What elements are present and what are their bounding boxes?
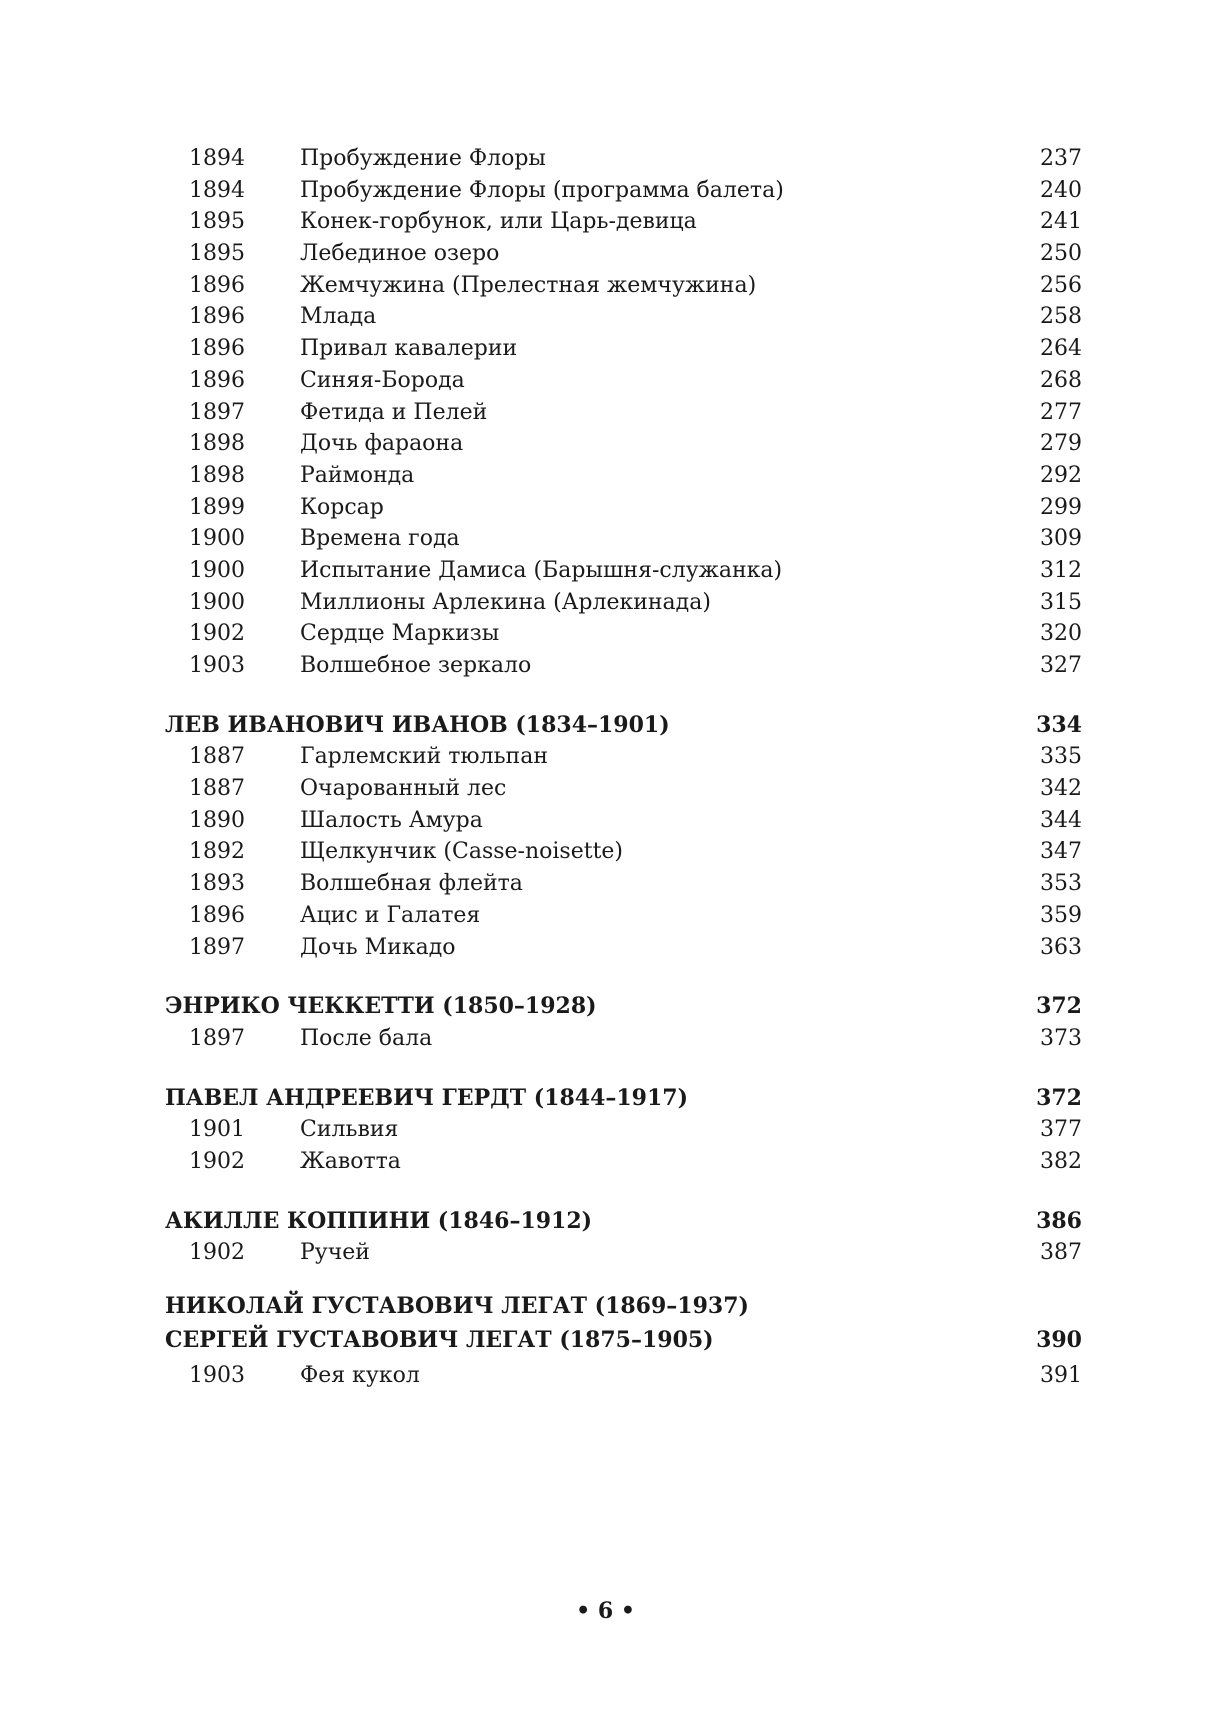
- entry-title: Жемчужина (Прелестная жемчужина): [300, 272, 757, 298]
- toc-entry: [165, 1146, 1082, 1178]
- toc-entry: [165, 428, 1082, 460]
- toc-entry: [165, 238, 1082, 270]
- toc-entry: [165, 932, 1082, 964]
- section-heading-page: 334: [1036, 711, 1082, 738]
- entry-page: 377: [1040, 1117, 1082, 1143]
- entry-title: Синяя-Борода: [300, 367, 465, 393]
- section-heading-name: СЕРГЕЙ ГУСТАВОВИЧ ЛЕГАТ (1875–1905): [165, 1327, 714, 1353]
- entry-year: 1902: [189, 621, 245, 647]
- entry-title: Времена года: [300, 526, 460, 552]
- entry-title: Волшебное зеркало: [300, 653, 532, 678]
- entry-year: 1900: [189, 589, 245, 615]
- entry-title: Дочь Микадо: [300, 934, 456, 960]
- entry-page: 382: [1040, 1148, 1082, 1174]
- toc-entry: [165, 1114, 1082, 1146]
- entry-year: 1901: [189, 1117, 245, 1143]
- entry-title: Лебединое озеро: [300, 241, 500, 267]
- entry-page: 277: [1040, 399, 1082, 425]
- toc-entry: [165, 206, 1082, 238]
- section-heading-page: 390: [1036, 1327, 1082, 1353]
- toc-section-cecchetti: [165, 991, 1082, 1054]
- table-of-contents: [165, 143, 1082, 1394]
- toc-entry: [165, 460, 1082, 492]
- toc-entry: [165, 836, 1082, 868]
- entry-year: 1887: [189, 776, 245, 802]
- entry-year: 1897: [189, 934, 245, 960]
- entry-title: Пробуждение Флоры: [300, 146, 546, 171]
- section-heading-name: ЭНРИКО ЧЕККЕТТИ (1850–1928): [165, 993, 597, 1020]
- section-heading: [165, 1323, 1082, 1357]
- entry-page: 240: [1040, 177, 1082, 203]
- toc-entry: [165, 650, 1082, 682]
- toc-entry: [165, 741, 1082, 773]
- entry-title: Щелкунчик (Casse-noisette): [300, 839, 624, 865]
- toc-entry: [165, 143, 1082, 175]
- entry-year: 1896: [189, 272, 245, 298]
- entry-page: 264: [1040, 336, 1082, 362]
- entry-year: 1894: [189, 146, 245, 171]
- entry-title: Сильвия: [300, 1117, 399, 1143]
- entry-year: 1900: [189, 557, 245, 583]
- entry-year: 1887: [189, 744, 245, 770]
- toc-entry: [165, 492, 1082, 524]
- entry-title: Корсар: [300, 494, 384, 520]
- toc-entry: [165, 175, 1082, 207]
- entry-page: 320: [1040, 621, 1082, 647]
- entry-title: Привал кавалерии: [300, 336, 518, 362]
- entry-year: 1899: [189, 494, 245, 520]
- section-heading-page: 386: [1036, 1207, 1082, 1234]
- toc-entry: [165, 618, 1082, 650]
- entry-page: 268: [1040, 367, 1082, 393]
- entry-year: 1897: [189, 1025, 245, 1051]
- entry-page: 237: [1040, 146, 1082, 171]
- toc-entry: [165, 555, 1082, 587]
- entry-title: Фея кукол: [300, 1363, 420, 1388]
- toc-entry: [165, 397, 1082, 429]
- toc-entry: [165, 587, 1082, 619]
- entry-page: 292: [1040, 462, 1082, 488]
- toc-entry: [165, 365, 1082, 397]
- entry-year: 1898: [189, 431, 245, 457]
- entry-year: 1896: [189, 367, 245, 393]
- section-heading: [165, 991, 1082, 1023]
- entry-page: 342: [1040, 776, 1082, 802]
- toc-entry: [165, 868, 1082, 900]
- entry-year: 1893: [189, 871, 245, 897]
- toc-entry: [165, 773, 1082, 805]
- entry-page: 347: [1040, 839, 1082, 865]
- toc-list-top: [165, 143, 1082, 682]
- entry-title: После бала: [300, 1025, 433, 1051]
- entry-page: 344: [1040, 807, 1082, 833]
- entry-title: Шалость Амура: [300, 807, 483, 833]
- entry-title: Миллионы Арлекина (Арлекинада): [300, 589, 711, 615]
- section-heading-name: ПАВЕЛ АНДРЕЕВИЧ ГЕРДТ (1844–1917): [165, 1084, 689, 1111]
- entry-page: 373: [1040, 1025, 1082, 1051]
- section-heading-page: 372: [1036, 1084, 1082, 1111]
- entry-title: Испытание Дамиса (Барышня-служанка): [300, 557, 783, 583]
- toc-entry: [165, 333, 1082, 365]
- entry-year: 1902: [189, 1148, 245, 1174]
- toc-entry: [165, 301, 1082, 333]
- entry-title: Волшебная флейта: [300, 871, 523, 897]
- entry-page: 315: [1040, 589, 1082, 615]
- entry-year: 1898: [189, 462, 245, 488]
- entry-year: 1892: [189, 839, 245, 865]
- toc-entry: [165, 270, 1082, 302]
- entry-page: 258: [1040, 304, 1082, 330]
- entry-page: 353: [1040, 871, 1082, 897]
- entry-year: 1890: [189, 807, 245, 833]
- entry-title: Гарлемский тюльпан: [300, 744, 548, 770]
- entry-page: 327: [1040, 653, 1082, 678]
- entry-year: 1896: [189, 902, 245, 928]
- section-heading-name: АКИЛЛЕ КОППИНИ (1846–1912): [165, 1207, 593, 1234]
- entry-title: Ручей: [300, 1240, 370, 1266]
- toc-entry: [165, 523, 1082, 555]
- toc-section-ivanov: [165, 710, 1082, 964]
- section-heading-page: 372: [1036, 993, 1082, 1020]
- section-heading: [165, 1206, 1082, 1238]
- toc-entry: [165, 805, 1082, 837]
- entry-page: 359: [1040, 902, 1082, 928]
- section-heading-extra: НИКОЛАЙ ГУСТАВОВИЧ ЛЕГАТ (1869–1937): [165, 1293, 749, 1319]
- entry-page: 312: [1040, 557, 1082, 583]
- entry-year: 1894: [189, 177, 245, 203]
- entry-year: 1900: [189, 526, 245, 552]
- toc-section-coppini: [165, 1206, 1082, 1269]
- entry-page: 391: [1040, 1363, 1082, 1388]
- entry-title: Раймонда: [300, 462, 415, 488]
- entry-year: 1896: [189, 304, 245, 330]
- entry-title: Конек-горбунок, или Царь-девица: [300, 209, 697, 235]
- section-heading-name: ЛЕВ ИВАНОВИЧ ИВАНОВ (1834–1901): [165, 711, 670, 738]
- toc-section-legat: [165, 1289, 1082, 1394]
- toc-section-gerdt: [165, 1083, 1082, 1178]
- entry-page: 335: [1040, 744, 1082, 770]
- entry-page: 241: [1040, 209, 1082, 235]
- entry-title: Сердце Маркизы: [300, 621, 500, 647]
- entry-title: Млада: [300, 304, 377, 330]
- entry-page: 363: [1040, 934, 1082, 960]
- entry-title: Пробуждение Флоры (программа балета): [300, 177, 784, 203]
- entry-page: 279: [1040, 431, 1082, 457]
- toc-entry: [165, 1237, 1082, 1269]
- entry-page: 256: [1040, 272, 1082, 298]
- entry-page: 299: [1040, 494, 1082, 520]
- entry-title: Жавотта: [300, 1148, 401, 1174]
- entry-page: 387: [1040, 1240, 1082, 1266]
- entry-year: 1903: [189, 653, 245, 678]
- entry-title: Очарованный лес: [300, 776, 507, 802]
- entry-year: 1897: [189, 399, 245, 425]
- toc-entry: [165, 1357, 1082, 1394]
- entry-year: 1895: [189, 209, 245, 235]
- entry-year: 1896: [189, 336, 245, 362]
- entry-year: 1902: [189, 1240, 245, 1266]
- toc-entry: [165, 900, 1082, 932]
- section-heading: [165, 710, 1082, 742]
- entry-title: Ацис и Галатея: [300, 902, 481, 928]
- entry-title: Дочь фараона: [300, 431, 464, 457]
- section-heading: [165, 1083, 1082, 1115]
- toc-entry: [165, 1023, 1082, 1055]
- entry-year: 1903: [189, 1363, 245, 1388]
- entry-page: 250: [1040, 241, 1082, 267]
- entry-page: 309: [1040, 526, 1082, 552]
- page-number: • 6 •: [576, 1598, 635, 1624]
- entry-title: Фетида и Пелей: [300, 399, 488, 425]
- entry-year: 1895: [189, 241, 245, 267]
